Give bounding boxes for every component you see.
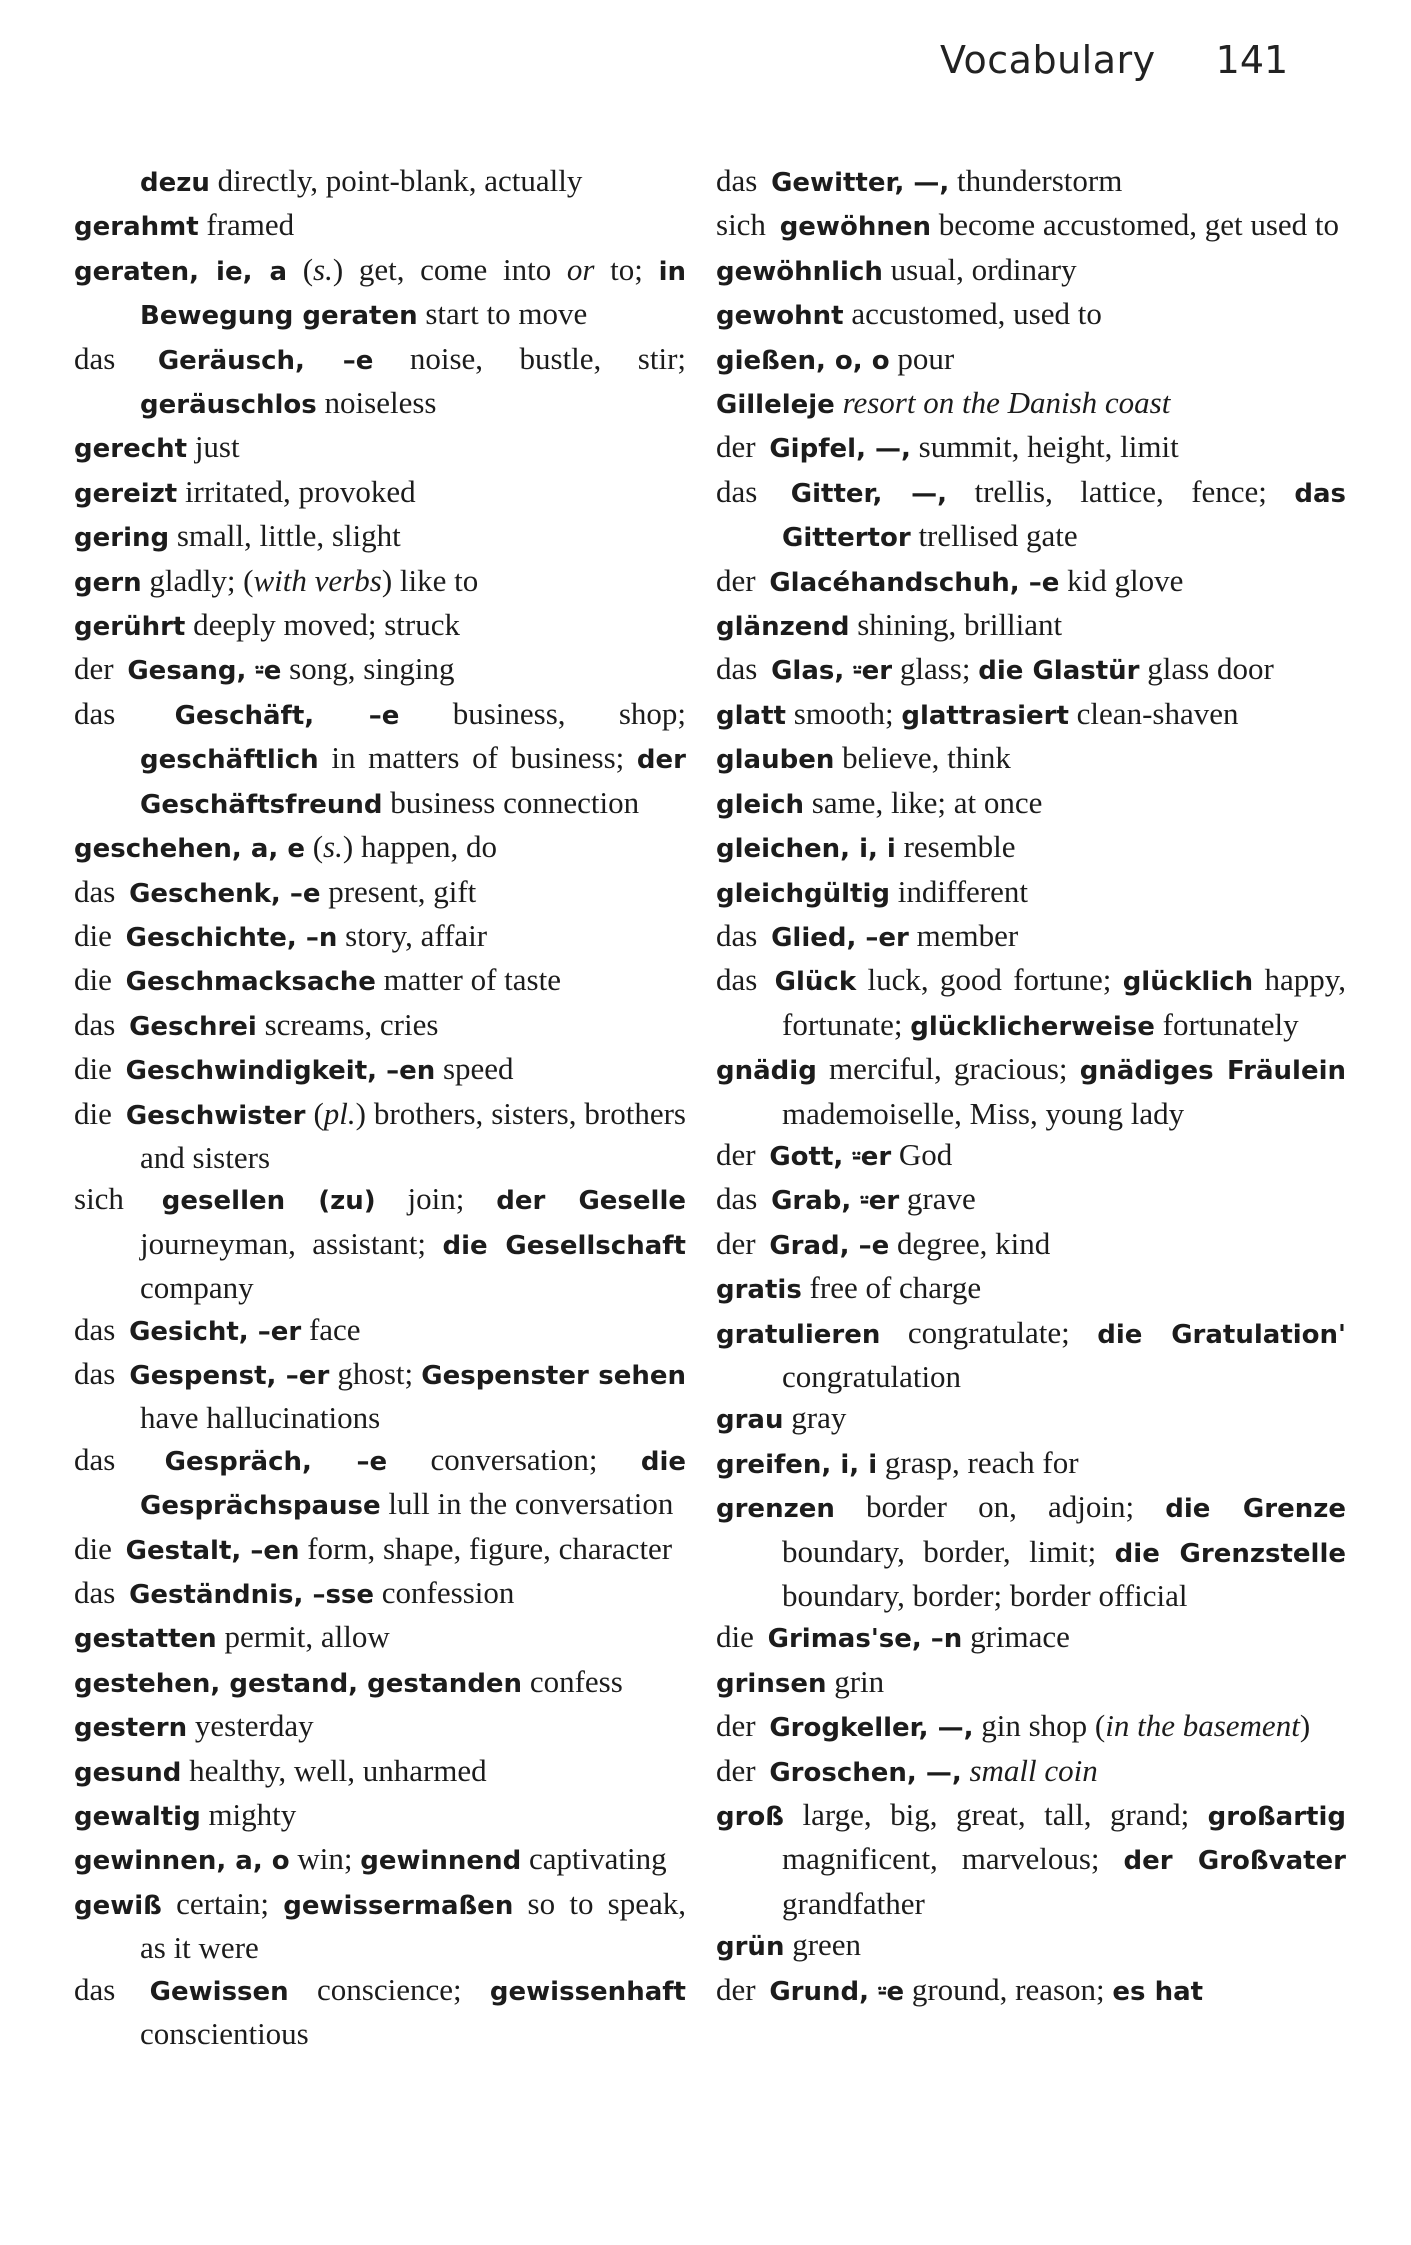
- entry-definition: have hallucinations: [140, 1400, 381, 1436]
- entry-definition: grasp, reach for: [877, 1444, 1079, 1480]
- entry-definition: irritated, provoked: [177, 473, 416, 509]
- entry-definition: gin shop (: [973, 1708, 1106, 1744]
- entry-headword: glauben: [716, 745, 835, 776]
- entry-headword: gnädig: [716, 1056, 817, 1087]
- dictionary-entry: [716, 915, 1346, 959]
- entry-headword: gesund: [74, 1757, 182, 1788]
- entry-definition: ): [1299, 1708, 1311, 1744]
- dictionary-entry: [74, 471, 686, 515]
- entry-headword: die Gesellschaft: [442, 1230, 686, 1261]
- entry-article: das: [74, 1311, 124, 1347]
- dictionary-entry: [716, 293, 1346, 337]
- entry-headword: es hat: [1112, 1976, 1204, 2007]
- entry-headword: gratis: [716, 1275, 802, 1306]
- entry-headword: Gipfel, —,: [769, 434, 911, 465]
- entry-headword: grün: [716, 1932, 785, 1963]
- dictionary-entry: [716, 338, 1346, 382]
- entry-headword: Gitter, —,: [790, 478, 948, 509]
- entry-headword: Grimas'se, –n: [767, 1624, 963, 1655]
- entry-headword: Gespenst, –er: [129, 1360, 330, 1391]
- entry-headword: gewissermaßen: [283, 1890, 514, 1921]
- entry-definition: deeply moved; struck: [185, 607, 460, 643]
- dictionary-entry: [716, 426, 1346, 470]
- entry-headword: Gesicht, –er: [129, 1316, 302, 1347]
- entry-headword: Geschichte, –n: [125, 922, 338, 953]
- dictionary-entry: [74, 871, 686, 915]
- dictionary-entry: [74, 1309, 686, 1353]
- entry-definition: noise, bustle, stir;: [373, 340, 687, 376]
- entry-definition: (: [287, 251, 314, 287]
- dictionary-entry: [74, 826, 686, 870]
- entry-headword: groß: [716, 1802, 784, 1833]
- entry-definition: yesterday: [187, 1708, 314, 1744]
- entry-headword: glücklicherweise: [910, 1011, 1155, 1042]
- entry-headword: Grab, ⸚er: [771, 1186, 900, 1217]
- entry-headword: gewiß: [74, 1890, 162, 1921]
- entry-article: das: [74, 340, 152, 376]
- entry-definition: mighty: [200, 1797, 297, 1833]
- entry-definition: small, little, slight: [169, 518, 401, 554]
- entry-definition: shining, brilliant: [849, 607, 1063, 643]
- entry-article: die: [716, 1619, 762, 1655]
- dictionary-entry: [74, 1616, 686, 1660]
- dictionary-entry: [716, 959, 1346, 1048]
- dictionary-entry: [716, 204, 1346, 248]
- entry-definition: usual, ordinary: [882, 251, 1077, 287]
- entry-headword: gewissenhaft: [489, 1976, 686, 2007]
- entry-definition: happy, fortunate;: [782, 962, 1346, 1042]
- entry-definition: mademoiselle, Miss, young lady: [782, 1095, 1185, 1131]
- dictionary-entry: [74, 1661, 686, 1705]
- entry-definition: journeyman, assistant;: [140, 1225, 443, 1261]
- entry-definition: merciful, gracious;: [816, 1051, 1080, 1087]
- entry-headword: Gespräch, –e: [164, 1446, 388, 1477]
- dictionary-entry: [716, 826, 1346, 870]
- entry-headword: Geständnis, –sse: [129, 1580, 375, 1610]
- entry-definition: boundary, border; border official: [782, 1578, 1188, 1613]
- entry-definition: certain;: [161, 1885, 284, 1921]
- entry-headword: gewöhnen: [779, 212, 931, 243]
- entry-headword: großartig: [1207, 1802, 1346, 1833]
- entry-headword: die Gesprächspause: [140, 1446, 686, 1522]
- dictionary-entry: [716, 1486, 1346, 1616]
- entry-article: der: [716, 1752, 764, 1788]
- entry-headword: das Gittertor: [782, 478, 1346, 554]
- dictionary-entry: [716, 648, 1346, 692]
- dictionary-entry: [716, 1750, 1346, 1794]
- dictionary-entry: [716, 1134, 1346, 1178]
- left-column: [74, 160, 686, 2054]
- dictionary-entry: [716, 1969, 1346, 2013]
- dictionary-entry: [74, 604, 686, 648]
- entry-headword: gnädiges Fräulein: [1079, 1056, 1347, 1087]
- entry-italic-note: or: [566, 251, 595, 287]
- entry-headword: Geschäft, –e: [174, 700, 400, 731]
- dictionary-entry: [716, 1312, 1346, 1398]
- entry-headword: Glied, –er: [771, 922, 909, 953]
- entry-definition: ) get, come into: [332, 251, 567, 287]
- dictionary-entry: [716, 871, 1346, 915]
- entry-headword: geraten, ie, a: [74, 256, 288, 287]
- entry-headword: geräuschlos: [140, 390, 317, 421]
- entry-definition: thunderstorm: [949, 163, 1123, 198]
- dictionary-entry: [74, 1572, 686, 1616]
- entry-headword: Glück: [774, 967, 857, 998]
- entry-definition: believe, think: [834, 740, 1011, 776]
- entry-article: das: [716, 651, 766, 687]
- dictionary-entry: [716, 1616, 1346, 1660]
- dictionary-entry: [716, 1267, 1346, 1311]
- entry-headword: Groschen, —,: [769, 1757, 962, 1788]
- entry-definition: present, gift: [320, 873, 477, 909]
- entry-definition: free of charge: [801, 1270, 982, 1306]
- entry-headword: gerecht: [74, 434, 188, 465]
- entry-definition: fortunately: [1154, 1006, 1299, 1042]
- dictionary-entry: [716, 737, 1346, 781]
- entry-definition: boundary, border, limit;: [782, 1533, 1115, 1569]
- entry-headword: glänzend: [716, 612, 850, 643]
- entry-article: die: [74, 917, 120, 953]
- entry-article: das: [74, 1355, 124, 1391]
- entry-article: die: [74, 1530, 120, 1566]
- entry-headword: gleichen, i, i: [716, 834, 896, 865]
- entry-article: das: [716, 163, 766, 198]
- entry-definition: ghost;: [329, 1355, 422, 1391]
- entry-definition: [835, 385, 843, 420]
- entry-definition: grimace: [962, 1619, 1070, 1655]
- entry-headword: gewohnt: [716, 301, 844, 332]
- entry-article: sich: [716, 207, 774, 243]
- entry-definition: conscience;: [288, 1971, 490, 2007]
- entry-definition: framed: [198, 207, 295, 243]
- entry-headword: Glacéhandschuh, –e: [769, 567, 1060, 598]
- entry-headword: gießen, o, o: [716, 345, 890, 376]
- entry-definition: gray: [783, 1400, 847, 1436]
- entry-headword: gewinnend: [360, 1846, 522, 1877]
- dictionary-entry: [74, 160, 686, 204]
- entry-italic-note: pl.: [323, 1095, 356, 1131]
- dictionary-entry: [716, 1397, 1346, 1441]
- dictionary-entry: [716, 1048, 1346, 1134]
- entry-headword: die Glastür: [978, 656, 1140, 687]
- entry-definition: member: [908, 917, 1019, 953]
- entry-headword: glattrasiert: [901, 700, 1069, 731]
- dictionary-entry: [74, 1528, 686, 1572]
- entry-definition: healthy, well, unharmed: [181, 1752, 487, 1788]
- dictionary-entry: [74, 1004, 686, 1048]
- entry-article: die: [74, 962, 120, 998]
- entry-headword: in Bewegung geraten: [140, 256, 686, 332]
- dictionary-entry: [716, 471, 1346, 560]
- entry-definition: glass door: [1139, 651, 1274, 687]
- entry-headword: Geschwindigkeit, –en: [125, 1056, 436, 1087]
- entry-definition: large, big, great, tall, grand;: [784, 1797, 1208, 1833]
- entry-headword: grau: [716, 1405, 784, 1436]
- entry-definition: ground, reason;: [904, 1971, 1113, 2007]
- dictionary-entry: [716, 782, 1346, 826]
- entry-definition: ) like to: [381, 562, 479, 598]
- entry-headword: Geschmacksache: [125, 967, 376, 998]
- entry-article: das: [74, 1006, 124, 1042]
- dictionary-entry: [716, 604, 1346, 648]
- entry-headword: gesellen (zu): [161, 1186, 376, 1217]
- entry-headword: gereizt: [74, 478, 178, 509]
- dictionary-entry: [74, 693, 686, 826]
- entry-definition: ) brothers, sisters, brothers and sisters: [140, 1095, 686, 1175]
- entry-definition: confession: [374, 1575, 515, 1610]
- entry-headword: Grogkeller, —,: [769, 1713, 974, 1744]
- dictionary-entry: [74, 1353, 686, 1439]
- entry-headword: der Geselle: [496, 1186, 686, 1217]
- entry-headword: gratulieren: [716, 1319, 881, 1350]
- entry-article: der: [716, 1708, 764, 1744]
- entry-definition: to;: [594, 251, 659, 287]
- entry-headword: Geschwister: [125, 1100, 306, 1131]
- entry-definition: confess: [522, 1663, 623, 1699]
- entry-definition: resemble: [895, 829, 1016, 865]
- entry-article: die: [74, 1051, 120, 1087]
- entry-definition: start to move: [417, 296, 588, 332]
- entry-definition: glass;: [892, 651, 979, 687]
- entry-headword: der Großvater: [1123, 1846, 1346, 1877]
- entry-definition: border on, adjoin;: [834, 1489, 1166, 1525]
- entry-definition: directly, point-blank, actually: [209, 163, 583, 198]
- entry-definition: summit, height, limit: [910, 429, 1179, 465]
- entry-definition: pour: [889, 340, 955, 376]
- entry-definition: captivating: [521, 1841, 667, 1877]
- entry-article: der: [74, 651, 122, 687]
- entry-definition: congratulate;: [880, 1314, 1098, 1350]
- entry-definition: grave: [899, 1181, 976, 1217]
- page-number: 141: [1215, 38, 1289, 82]
- entry-definition: clean-shaven: [1068, 695, 1239, 731]
- dictionary-entry: [74, 1883, 686, 1969]
- entry-italic-note: resort on the Danish coast: [842, 385, 1171, 421]
- entry-definition: kid glove: [1059, 562, 1184, 598]
- dictionary-entry: [716, 1924, 1346, 1968]
- entry-definition: magnificent, marvelous;: [782, 1841, 1124, 1877]
- entry-headword: Gewitter, —,: [771, 168, 950, 198]
- entry-definition: (: [304, 829, 324, 865]
- entry-definition: conversation;: [387, 1441, 641, 1477]
- dictionary-entry: [74, 1750, 686, 1794]
- entry-headword: glatt: [716, 700, 786, 731]
- entry-definition: form, shape, figure, character: [299, 1530, 673, 1566]
- entry-definition: win;: [289, 1841, 361, 1877]
- entry-definition: grandfather: [782, 1885, 925, 1921]
- dictionary-entry: [74, 1969, 686, 2055]
- entry-definition: story, affair: [337, 917, 488, 953]
- entry-definition: business connection: [382, 784, 640, 820]
- entry-headword: Gespenster sehen: [421, 1360, 686, 1391]
- entry-article: das: [74, 1441, 159, 1477]
- entry-article: sich: [74, 1181, 156, 1217]
- entry-headword: geschehen, a, e: [74, 834, 305, 865]
- entry-article: der: [716, 429, 764, 465]
- dictionary-entry: [74, 959, 686, 1003]
- dictionary-entry: [74, 515, 686, 559]
- dictionary-entry: [74, 1178, 686, 1308]
- entry-article: das: [74, 1971, 144, 2007]
- entry-definition: accustomed, used to: [843, 296, 1102, 332]
- dictionary-entry: [74, 426, 686, 470]
- entry-article: das: [74, 1575, 124, 1610]
- dictionary-entry: [716, 1178, 1346, 1222]
- entry-article: das: [716, 473, 785, 509]
- entry-article: das: [716, 917, 766, 953]
- entry-definition: face: [301, 1311, 361, 1347]
- entry-headword: Gesang, ⸚e: [127, 656, 282, 687]
- entry-headword: Gilleleje: [716, 390, 835, 421]
- entry-definition: company: [140, 1270, 254, 1306]
- entry-article: der: [716, 562, 764, 598]
- entry-headword: Geschenk, –e: [129, 878, 321, 909]
- entry-headword: gerührt: [74, 612, 186, 643]
- entry-headword: glücklich: [1122, 967, 1254, 998]
- dictionary-entry: [74, 1093, 686, 1179]
- entry-headword: Grund, ⸚e: [769, 1976, 905, 2007]
- dictionary-entry: [716, 1223, 1346, 1267]
- dictionary-entry: [716, 1794, 1346, 1924]
- entry-article: der: [716, 1971, 764, 2007]
- dictionary-entry: [716, 249, 1346, 293]
- dictionary-entry: [74, 338, 686, 427]
- entry-definition: green: [784, 1927, 862, 1963]
- entry-headword: Gott, ⸚er: [769, 1141, 892, 1172]
- entry-headword: grinsen: [716, 1668, 827, 1699]
- entry-headword: gern: [74, 567, 142, 598]
- dictionary-entry: [716, 560, 1346, 604]
- entry-headword: die Grenzstelle: [1114, 1538, 1346, 1569]
- running-head-title: Vocabulary: [940, 38, 1156, 82]
- entry-definition: gladly; (: [141, 562, 254, 598]
- entry-headword: die Grenze: [1165, 1494, 1346, 1525]
- entry-definition: matter of taste: [375, 962, 561, 998]
- entry-definition: business, shop;: [399, 695, 686, 731]
- entry-definition: in matters of business;: [318, 740, 637, 776]
- dictionary-entry: [74, 648, 686, 692]
- entry-headword: Grad, –e: [769, 1230, 890, 1261]
- entry-headword: grenzen: [716, 1494, 835, 1525]
- entry-definition: conscientious: [140, 2016, 309, 2052]
- dictionary-entry: [74, 1705, 686, 1749]
- entry-definition: congratulation: [782, 1358, 962, 1394]
- entry-headword: greifen, i, i: [716, 1449, 878, 1480]
- dictionary-entry: [74, 249, 686, 338]
- entry-headword: gestatten: [74, 1624, 217, 1655]
- dictionary-entry: [716, 1442, 1346, 1486]
- entry-definition: same, like; at once: [804, 784, 1043, 820]
- entry-headword: geschäftlich: [140, 745, 319, 776]
- entry-article: der: [716, 1225, 764, 1261]
- entry-headword: gewöhnlich: [716, 256, 883, 287]
- dictionary-entry: [74, 1794, 686, 1838]
- entry-definition: God: [891, 1136, 953, 1172]
- entry-article: das: [716, 962, 769, 998]
- entry-definition: screams, cries: [256, 1006, 439, 1042]
- entry-article: der: [716, 1136, 764, 1172]
- entry-definition: join;: [375, 1181, 497, 1217]
- entry-definition: speed: [435, 1051, 514, 1087]
- entry-definition: become accustomed, get used to: [930, 207, 1340, 243]
- entry-definition: grin: [826, 1663, 885, 1699]
- dictionary-entry: [716, 382, 1346, 426]
- entry-definition: trellised gate: [910, 518, 1078, 554]
- entry-definition: ) happen, do: [342, 829, 497, 865]
- dictionary-entry: [716, 1705, 1346, 1749]
- entry-definition: lull in the conversation: [380, 1486, 674, 1522]
- entry-definition: trellis, lattice, fence;: [947, 473, 1295, 509]
- entry-headword: gewinnen, a, o: [74, 1846, 290, 1877]
- entry-italic-note: with verbs: [253, 562, 382, 598]
- entry-definition: just: [187, 429, 240, 465]
- dictionary-entry: [74, 560, 686, 604]
- entry-definition: song, singing: [281, 651, 455, 687]
- dictionary-entry: [74, 204, 686, 248]
- entry-article: das: [716, 1181, 766, 1217]
- entry-italic-note: s.: [323, 829, 343, 865]
- running-head: [940, 38, 1340, 82]
- entry-headword: die Gratulation': [1097, 1319, 1346, 1350]
- entry-headword: Glas, ⸚er: [771, 656, 893, 687]
- dictionary-entry: [74, 1439, 686, 1528]
- entry-italic-note: s.: [313, 251, 333, 287]
- entry-headword: gewaltig: [74, 1802, 201, 1833]
- entry-italic-note: in the basement: [1105, 1708, 1300, 1744]
- entry-headword: der Geschäftsfreund: [140, 745, 686, 820]
- entry-headword: gering: [74, 523, 170, 554]
- entry-headword: gerahmt: [74, 212, 199, 243]
- entry-definition: permit, allow: [216, 1619, 390, 1655]
- dictionary-entry: [716, 160, 1346, 204]
- entry-headword: Geschrei: [129, 1011, 257, 1042]
- dictionary-entry: [74, 1048, 686, 1092]
- entry-headword: Gestalt, –en: [125, 1535, 300, 1566]
- dictionary-entry: [74, 915, 686, 959]
- entry-definition: luck, good fortune;: [856, 962, 1123, 998]
- entry-definition: so to speak, as it were: [140, 1885, 686, 1966]
- dictionary-entry: [716, 693, 1346, 737]
- dictionary-entry: [716, 1661, 1346, 1705]
- right-column: [716, 160, 1346, 2013]
- entry-article: das: [74, 873, 124, 909]
- entry-definition: noiseless: [316, 385, 437, 421]
- entry-headword: gestern: [74, 1713, 188, 1744]
- entry-definition: (: [305, 1095, 324, 1131]
- dictionary-entry: [74, 1838, 686, 1882]
- entry-italic-note: small coin: [969, 1752, 1098, 1788]
- entry-definition: indifferent: [889, 873, 1029, 909]
- entry-headword: gleich: [716, 789, 804, 820]
- entry-headword: dezu: [140, 168, 210, 198]
- entry-headword: gleichgültig: [716, 878, 890, 909]
- entry-definition: smooth;: [785, 695, 902, 731]
- entry-headword: Geräusch, –e: [157, 345, 374, 376]
- entry-definition: degree, kind: [889, 1225, 1051, 1261]
- entry-headword: gestehen, gestand, gestanden: [74, 1668, 523, 1699]
- entry-headword: Gewissen: [149, 1976, 289, 2007]
- entry-article: das: [74, 695, 169, 731]
- entry-article: die: [74, 1095, 120, 1131]
